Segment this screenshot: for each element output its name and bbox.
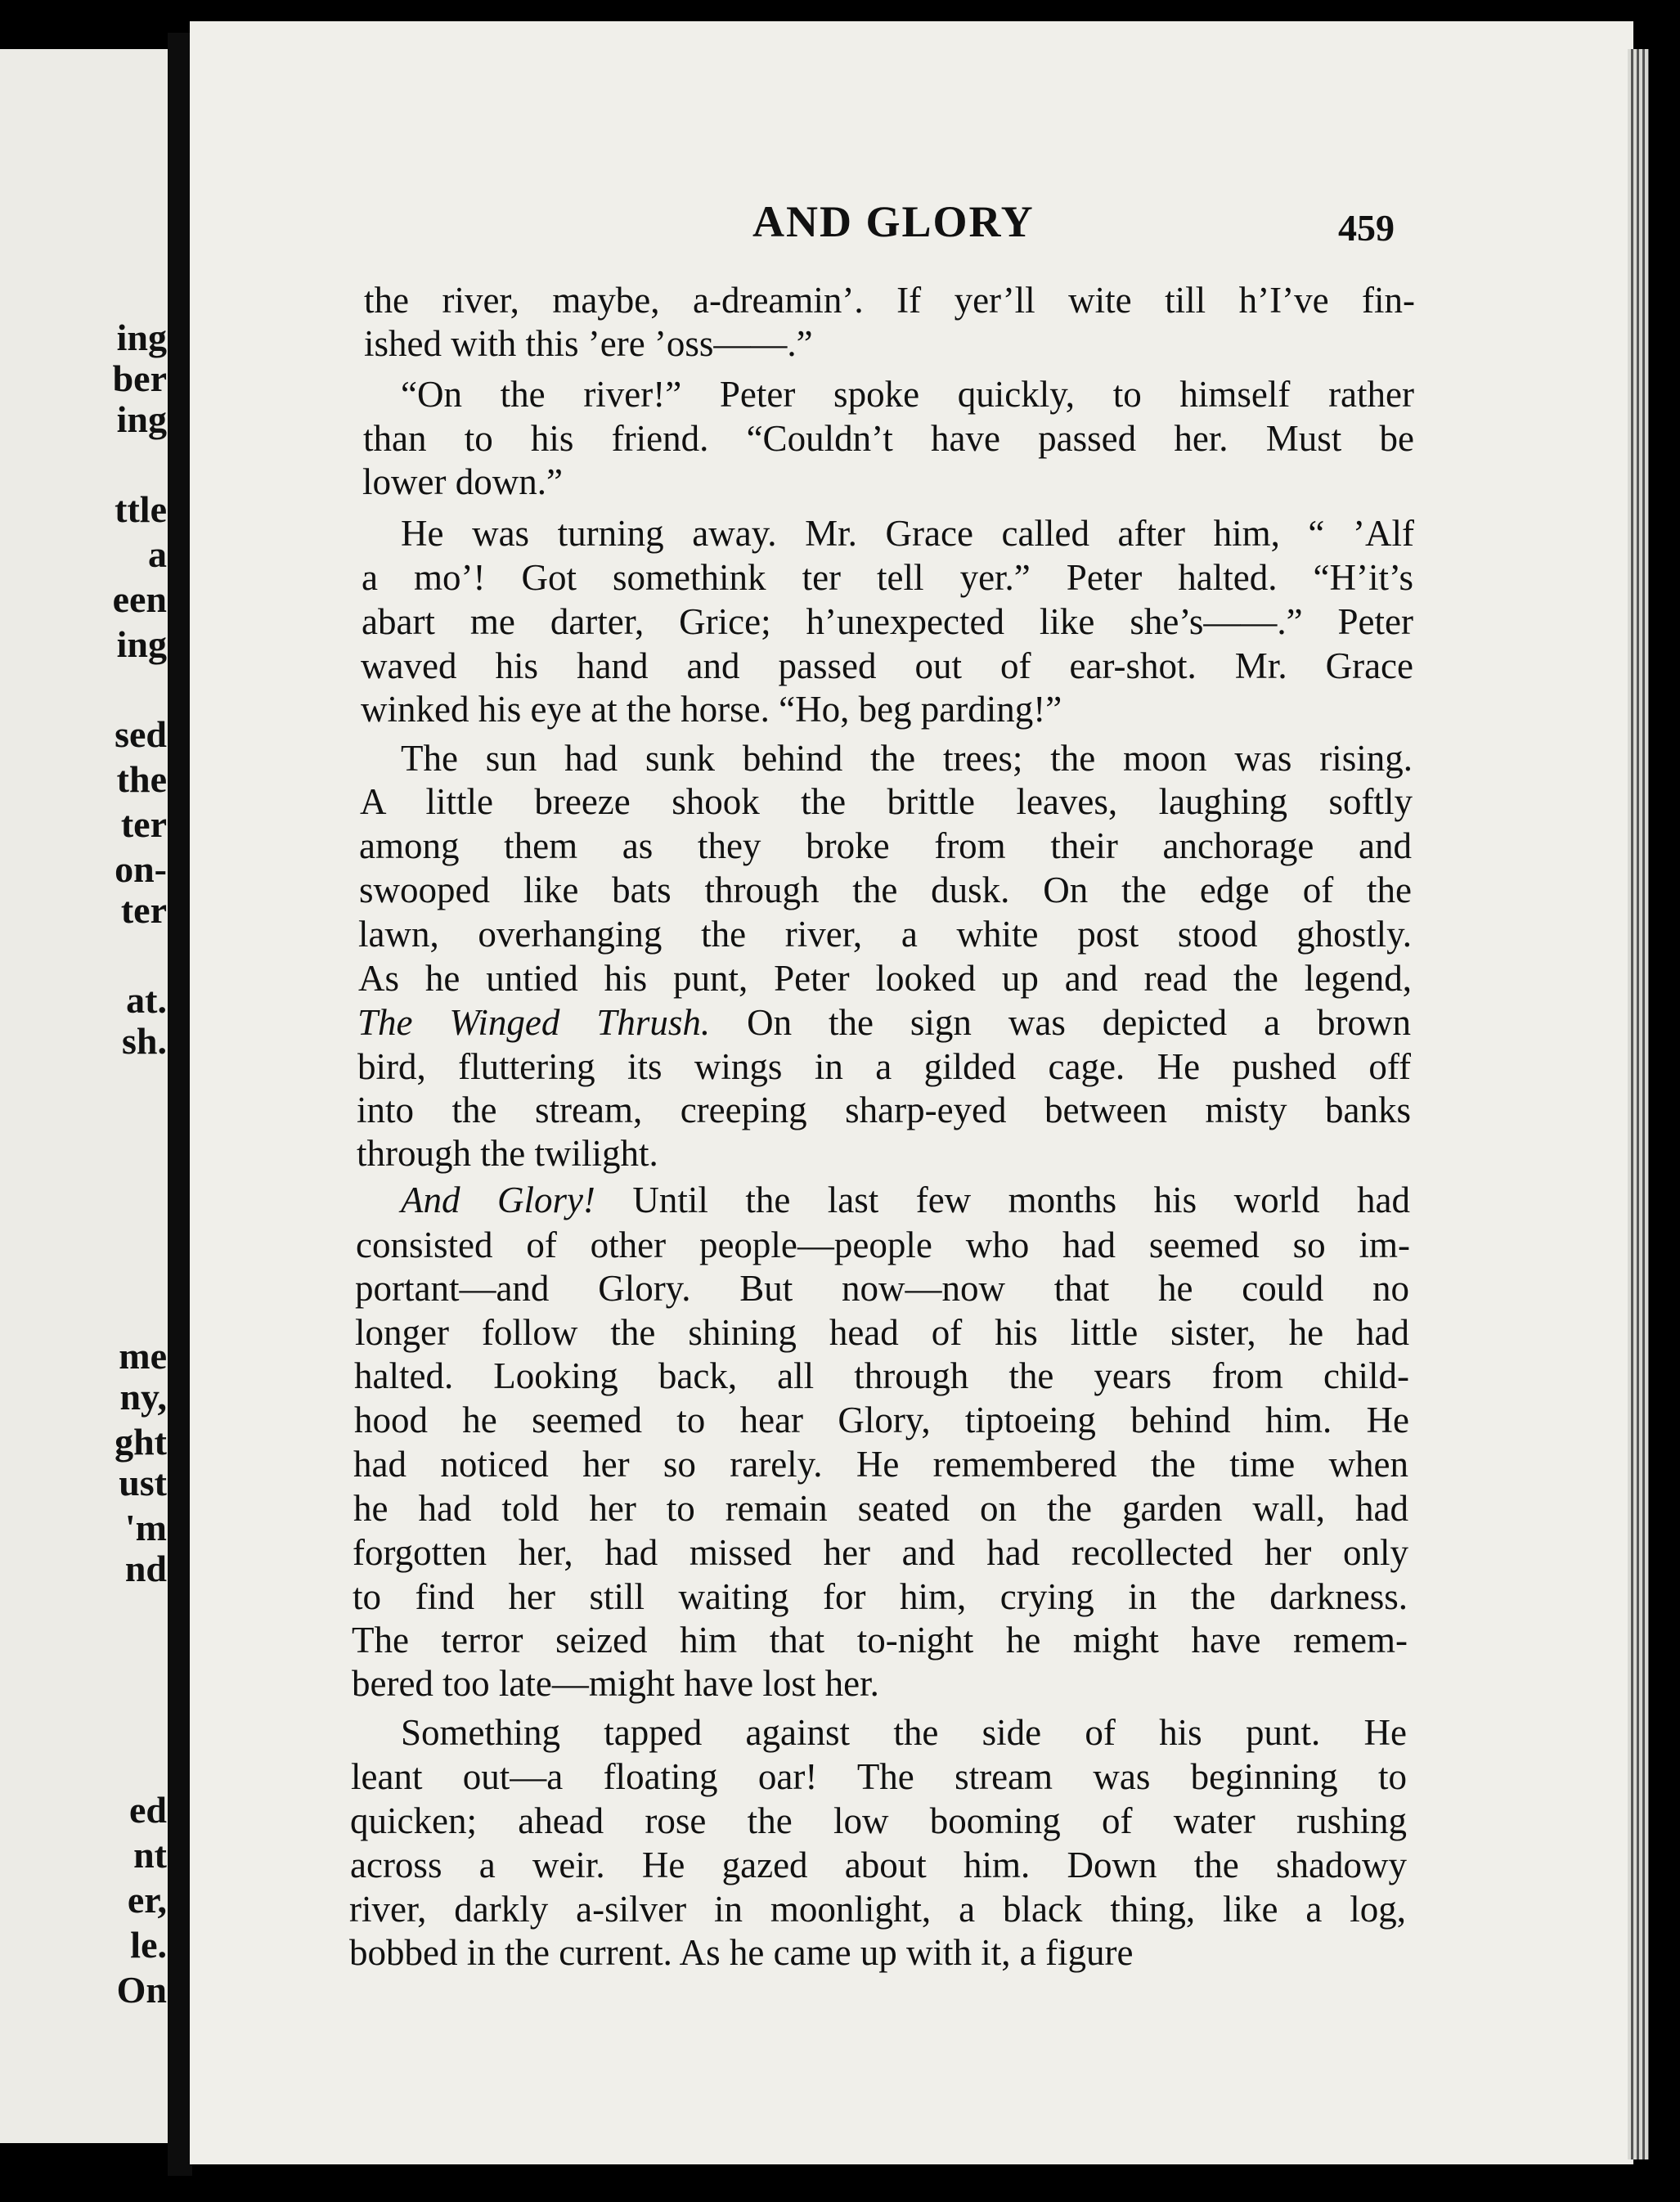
text-line: “On the river!” Peter spoke quickly, to himself rather bbox=[401, 374, 1414, 415]
left-page-fragment: ttle bbox=[115, 488, 167, 530]
text-line: consisted of other people—people who had seemed so im- bbox=[356, 1225, 1410, 1265]
left-page-fragment: at. bbox=[126, 979, 167, 1021]
left-page-fragment: ing bbox=[116, 317, 167, 358]
text-line: The Winged Thrush. On the sign was depicted a brown bbox=[357, 1002, 1411, 1043]
left-page-fragment: ter bbox=[120, 803, 167, 845]
left-page-fragment: nt bbox=[133, 1834, 167, 1876]
left-page-fragment: ber bbox=[112, 357, 167, 399]
left-page-fragment: the bbox=[116, 758, 167, 800]
left-page-fragment: ust bbox=[119, 1462, 167, 1503]
left-page-fragment: 'm bbox=[124, 1507, 167, 1548]
text-line: than to his friend. “Couldn’t have passed her. Must be bbox=[363, 418, 1414, 459]
text-line: forgotten her, had missed her and had recollected her only bbox=[353, 1532, 1408, 1573]
text-line: He was turning away. Mr. Grace called after him, “ ’Alf bbox=[401, 513, 1414, 554]
left-page-fragment: ing bbox=[116, 623, 167, 665]
left-page-fragment: on- bbox=[115, 848, 167, 890]
left-page-fragment: er, bbox=[127, 1879, 167, 1921]
text-line: lower down.” bbox=[362, 461, 563, 502]
text-line: winked his eye at the horse. “Ho, beg parding!” bbox=[361, 689, 1062, 730]
text-line: he had told her to remain seated on the garden wall, had bbox=[353, 1488, 1408, 1529]
text-line: through the twilight. bbox=[357, 1133, 658, 1174]
text-line: bered too late—might have lost her. bbox=[352, 1663, 879, 1704]
text-line: the river, maybe, a-dreamin’. If yer’ll wite till h’I’ve fin- bbox=[364, 280, 1415, 321]
text-line: river, darkly a-silver in moonlight, a black thing, like a log, bbox=[349, 1889, 1406, 1930]
text-line: The terror seized him that to-night he might have remem- bbox=[352, 1620, 1408, 1660]
text-line: hood he seemed to hear Glory, tiptoeing behind him. He bbox=[354, 1400, 1409, 1440]
left-page-fragment: On bbox=[116, 1969, 167, 2011]
left-page-fragment: nd bbox=[124, 1548, 167, 1589]
text-line: ished with this ’ere ’oss——.” bbox=[364, 323, 813, 364]
left-page bbox=[0, 49, 173, 2143]
text-line: A little breeze shook the brittle leaves, laughing softly bbox=[360, 781, 1413, 822]
text-line: halted. Looking back, all through the years from child- bbox=[354, 1355, 1409, 1396]
text-line: bobbed in the current. As he came up with it, a figure bbox=[349, 1932, 1134, 1973]
left-page-fragment: a bbox=[148, 533, 167, 575]
text-line: As he untied his punt, Peter looked up and read the legend, bbox=[358, 958, 1412, 999]
left-page-fragment: ter bbox=[120, 889, 167, 931]
text-line: had noticed her so rarely. He remembered the time when bbox=[353, 1444, 1408, 1485]
text-line: portant—and Glory. But now—now that he could no bbox=[355, 1268, 1409, 1309]
text-line: among them as they broke from their anchorage and bbox=[359, 825, 1412, 866]
text-line: The sun had sunk behind the trees; the moon was rising. bbox=[401, 738, 1413, 779]
text-line: lawn, overhanging the river, a white post stood ghostly. bbox=[358, 914, 1412, 955]
text-line: into the stream, creeping sharp-eyed between misty banks bbox=[357, 1090, 1411, 1130]
left-page-fragment: ny, bbox=[119, 1376, 167, 1418]
text-line: across a weir. He gazed about him. Down the shadowy bbox=[350, 1845, 1407, 1885]
book-gutter bbox=[168, 33, 192, 2176]
text-line: quicken; ahead rose the low booming of water rushing bbox=[350, 1800, 1407, 1841]
left-page-fragment: een bbox=[112, 578, 167, 620]
left-page-fragment: me bbox=[119, 1335, 167, 1377]
text-line: abart me darter, Grice; h’unexpected like she’s——.” Peter bbox=[362, 601, 1413, 642]
text-line: waved his hand and passed out of ear-shot. Mr. Grace bbox=[361, 645, 1413, 686]
text-line: a mo’! Got somethink ter tell yer.” Peter halted. “H’it’s bbox=[362, 557, 1413, 598]
text-line: And Glory! Until the last few months his world had bbox=[401, 1180, 1410, 1220]
text-line: to find her still waiting for him, crying in the darkness. bbox=[353, 1576, 1408, 1617]
left-page-fragment: sh. bbox=[122, 1020, 167, 1062]
left-page-fragment: sed bbox=[115, 713, 167, 755]
text-line: longer follow the shining head of his little sister, he had bbox=[355, 1312, 1409, 1353]
left-page-fragment: ed bbox=[129, 1789, 167, 1831]
page-number: 459 bbox=[1338, 207, 1395, 249]
text-line: bird, fluttering its wings in a gilded cage. He pushed off bbox=[357, 1046, 1411, 1087]
text-line: Something tapped against the side of his punt. He bbox=[401, 1712, 1407, 1753]
left-page-fragment: ing bbox=[116, 398, 167, 440]
text-line: swooped like bats through the dusk. On the edge of the bbox=[359, 870, 1412, 910]
page-edges bbox=[1628, 49, 1649, 2159]
left-page-fragment: ght bbox=[115, 1421, 167, 1463]
left-page-fragment: le. bbox=[130, 1924, 167, 1966]
running-head: AND GLORY bbox=[752, 197, 1035, 246]
text-line: leant out—a floating oar! The stream was beginning to bbox=[351, 1756, 1407, 1797]
